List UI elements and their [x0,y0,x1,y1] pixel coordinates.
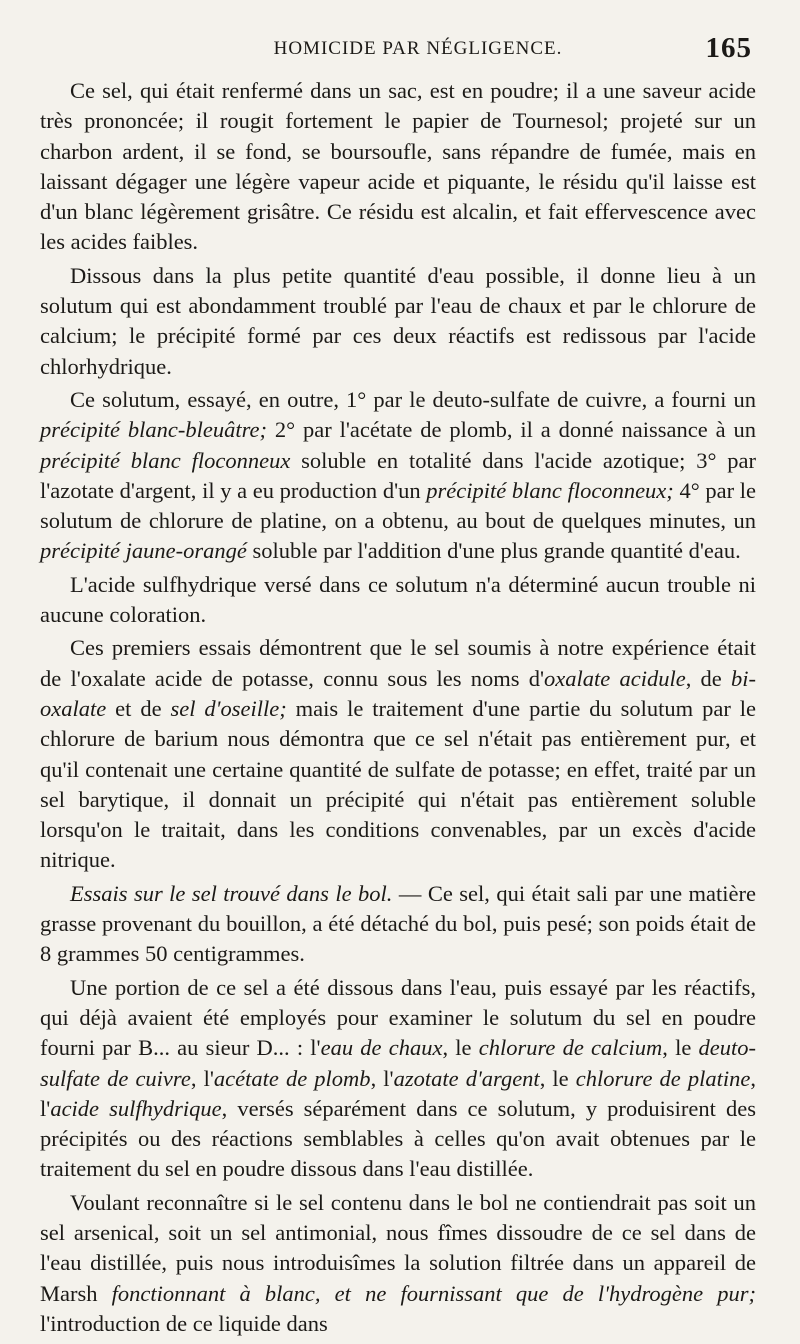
text-run: , le [539,1065,576,1091]
text-run: soluble par l'addition d'une plus grande quantité d'eau. [246,538,741,564]
text-run: et de [106,695,171,721]
italic-text: acide sulfhydrique [50,1095,222,1121]
running-title: HOMICIDE PAR NÉGLIGENCE. [273,38,563,59]
paragraph [40,76,756,258]
running-head [40,30,756,76]
italic-text: chlorure de platine [575,1065,751,1091]
text-run: Voulant reconnaître si le sel contenu dans le bol ne contiendrait pas soit un sel arsenical, soit un sel antimonial, nous fîmes dissoudre de ce sel dans de l'eau distillée, puis nous introduisîmes la solution filtrée dans un appareil de Marsh [40,1189,756,1306]
text-run: soluble en totalité dans l'acide azotique; 3° par l'azotate d'argent, il y a eu production d'un [40,447,756,503]
italic-text: acétate de plomb [213,1065,371,1091]
paragraph [40,570,756,631]
text-run: , le [442,1035,479,1061]
italic-text: eau de chaux [320,1035,443,1061]
text-run: 4° par le solutum de chlorure de platine, on a obtenu, au bout de quelques minutes, un [40,477,756,534]
text-run: — Ce sel, qui était sali par une matière grasse provenant du bouillon, a été détaché du bol, puis pesé; son poids était de 8 grammes 50 centigrammes. [40,880,756,967]
text-run: , l' [40,1065,757,1121]
italic-text: Essais sur le sel trouvé dans le bol. [70,880,393,906]
text-run: L'acide sulfhydrique versé dans ce solutum n'a déterminé aucun trouble ni aucune coloration. [40,571,756,628]
page-body [40,76,756,1339]
text-run: 2° par l'acétate de plomb, il a donné naissance à un [266,417,756,443]
text-run: Ce sel, qui était renfermé dans un sac, est en poudre; il a une saveur acide très prononcée; il rougit fortement le papier de Tournesol; projeté sur un charbon ardent, il se fond, se boursoufle, sans répandre de fumée, mais en laissant dégager une légère vapeur acide et piquante, le résidu qu'il laisse est d'un blanc légèrement grisâtre. Ce résidu est alcalin, et fait effervescence avec les acides faibles. [40,78,756,255]
italic-text: oxalate acidule [544,665,686,691]
paragraph [40,1188,756,1339]
italic-text: azotate d'argent [393,1065,540,1091]
paragraph [40,633,756,875]
text-run: , l' [370,1065,394,1091]
italic-text: fonctionnant à blanc, et ne fournissant que de l'hydrogène pur; [111,1280,756,1306]
paragraph [40,261,756,382]
text-run: , le [662,1035,699,1061]
italic-text: bi-oxalate [40,665,756,721]
italic-text: sel d'oseille; [170,695,287,721]
italic-text: chlorure de calcium [478,1035,663,1061]
text-run: Une portion de ce sel a été dissous dans l'eau, puis essayé par les réactifs, qui déjà avaient été employés pour examiner le solutum du sel en poudre fourni par B... au sieur D... : l' [40,974,756,1061]
italic-text: précipité blanc floconneux; [426,477,674,503]
text-run: mais le traitement d'une partie du solutum par le chlorure de barium nous démontra que ce sel n'était pas entièrement pur, et qu'il contenait une certaine quantité de sulfate de potasse; en effet, traité par un sel barytique, il donnait un précipité qui n'était pas entièrement soluble lorsqu'on le traitait, dans les conditions convenables, par un excès d'acide nitrique. [40,695,756,873]
text-run: Dissous dans la plus petite quantité d'eau possible, il donne lieu à un solutum qui est abondamment troublé par l'eau de chaux et par le chlorure de calcium; le précipité formé par ces deux réactifs est redissous par l'acide chlorhydrique. [40,262,756,379]
text-run: , versés séparément dans ce solutum, y produisirent des précipités ou des réactions semblables à celles qu'on avait obtenues par le traitement du sel en poudre dissous dans l'eau distillée. [40,1095,756,1182]
text-run: l'introduction de ce liquide dans [40,1310,328,1336]
text-run: , l' [190,1065,214,1091]
italic-text: deuto-sulfate de cuivre [40,1035,756,1091]
page-number: 165 [705,32,752,64]
italic-text: précipité blanc-bleuâtre; [40,417,267,443]
text-run: Ces premiers essais démontrent que le sel soumis à notre expérience était de l'oxalate acide de potasse, connu sous les noms d' [40,635,756,691]
italic-text: précipité blanc floconneux [40,447,291,473]
text-run: Ce solutum, essayé, en outre, 1° par le deuto-sulfate de cuivre, a fourni un [70,386,756,412]
italic-text: précipité jaune-orangé [40,538,247,564]
paragraph [40,385,756,567]
paragraph [40,879,756,970]
paragraph [40,973,756,1185]
text-run: , de [685,665,731,691]
